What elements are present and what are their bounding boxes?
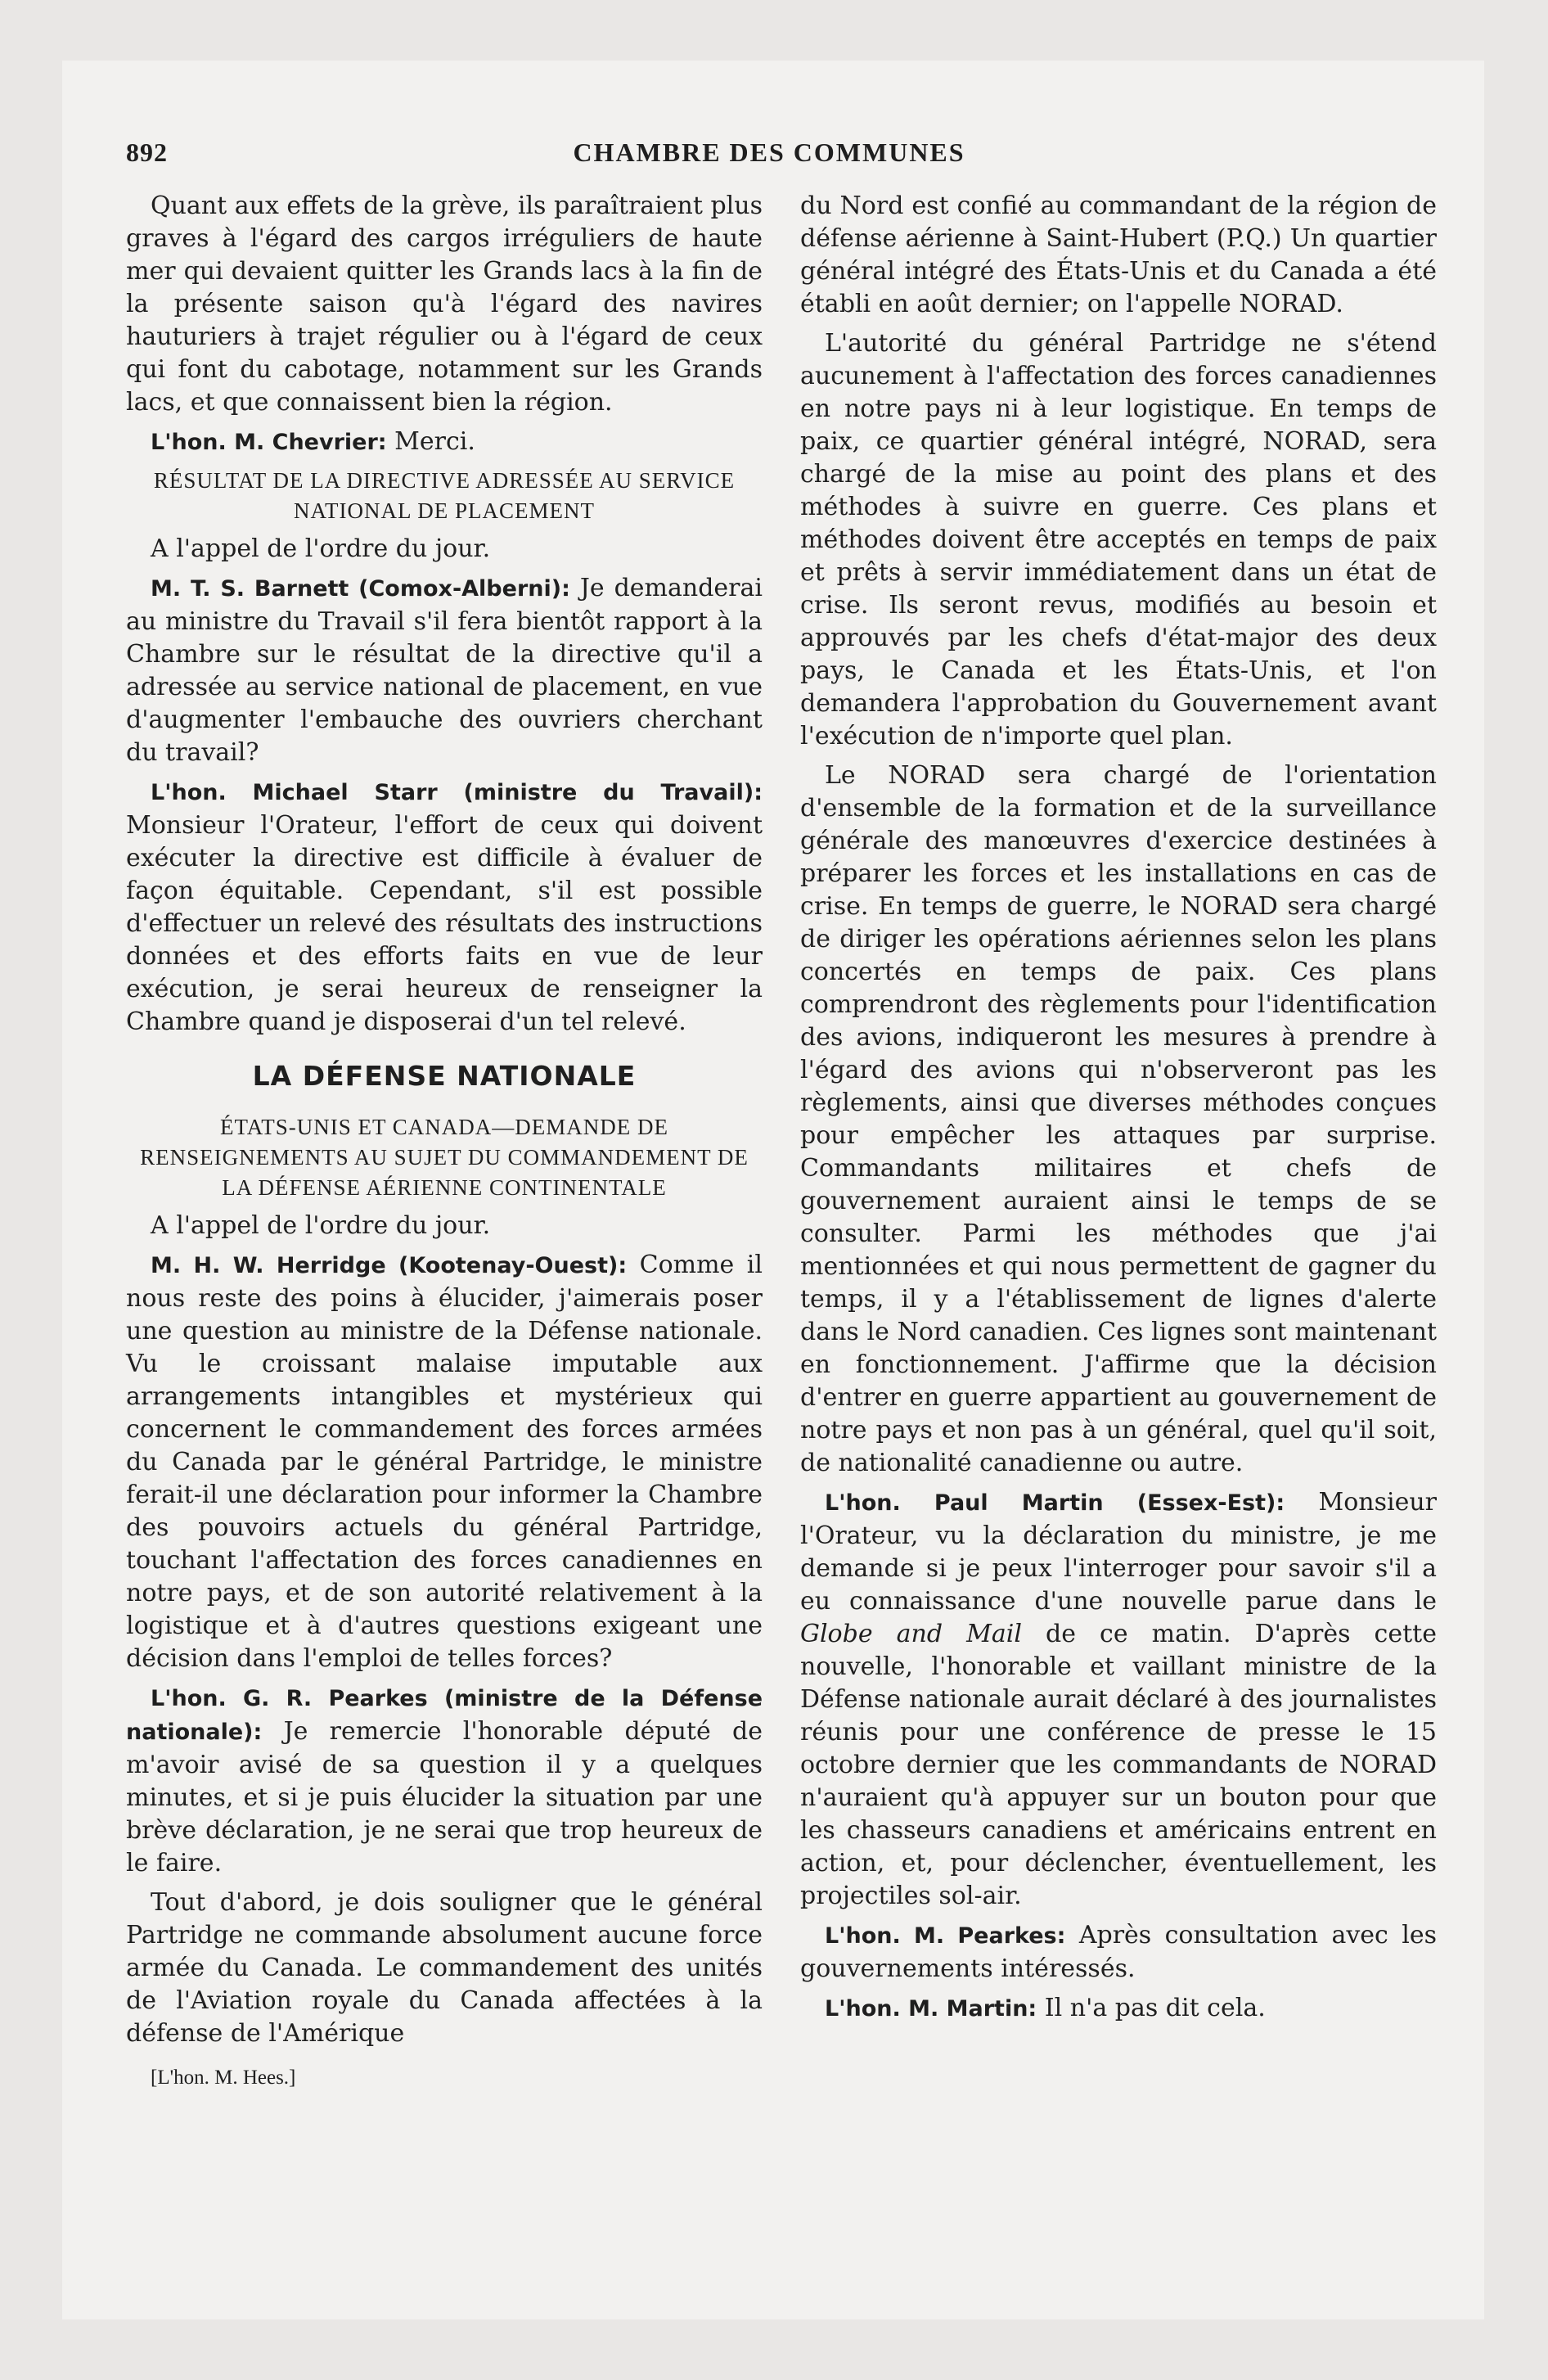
speech-text: Merci. — [394, 427, 475, 456]
speech-text: Monsieur l'Orateur, l'effort de ceux qui doivent exécuter la directive est difficile à évaluer de façon équitable. Cependant, s'il est possible d'effectuer un relevé des résultats des instructions données et des efforts faits en vue de leur exécution, je serai heureux de renseigner la Chambre quand je disposerai d'un tel relevé. — [126, 811, 763, 1036]
section-rubric: RÉSULTAT DE LA DIRECTIVE ADRESSÉE AU SERVICE NATIONAL DE PLACEMENT — [153, 468, 736, 523]
speaker-name: M. H. W. Herridge (Kootenay-Ouest): — [151, 1253, 628, 1278]
paragraph: Quant aux effets de la grève, ils paraîtraient plus graves à l'égard des cargos irréguliers de haute mer qui devaient quitter les Grands lacs à la fin de la présente saison qu'à l'égard des navires hauturiers à trajet régulier ou à l'égard de ceux qui font du cabotage, notamment sur les Grands lacs, et que connaissent bien la région. — [126, 192, 763, 417]
paragraph — [126, 1249, 763, 1675]
speech-text: Il n'a pas dit cela. — [1044, 1994, 1266, 2022]
paragraph: du Nord est confié au commandant de la région de défense aérienne à Saint-Hubert (P.Q.) Un quartier général intégré des États-Unis et du Canada a été établi en août dernier; on l'appelle NORAD. — [800, 192, 1437, 318]
speech-text: de ce matin. D'après cette nouvelle, l'honorable et vaillant ministre de la Défense nationale aurait déclaré à des journalistes réunis pour une conférence de presse le 15 octobre dernier que les commandants de NORAD n'auraient qu'à appuyer sur un bouton pour que les chasseurs canadiens et américains entrent en action, et, pour déclencher, éventuellement, les projectiles sol-air. — [800, 1620, 1437, 1910]
paragraph — [800, 1992, 1437, 2026]
paragraph: A l'appel de l'ordre du jour. — [151, 534, 491, 563]
left-column — [126, 190, 763, 2094]
speaker-name: L'hon. M. Chevrier: — [151, 430, 387, 455]
speaker-name: L'hon. G. R. Pearkes (ministre de la Défense nationale): — [126, 1686, 763, 1745]
speaker-name: L'hon. Paul Martin (Essex-Est): — [825, 1490, 1285, 1516]
speech-text: Je remercie l'honorable député de m'avoir avisé de sa question il y a quelques minutes, et si je puis élucider la situation par une brève déclaration, je ne serai que trop heureux de le faire. — [126, 1717, 763, 1877]
speech-text: Comme il nous reste des poins à élucider, j'aimerais poser une question au ministre de la Défense nationale. Vu le croissant malaise imputable aux arrangements intangibles et mystérieux qui concernent le commandement des forces armées du Canada par le général Partridge, le ministre ferait-il une déclaration pour informer la Chambre des pouvoirs actuels du général Partridge, touchant l'affectation des forces canadiennes en notre pays, et de son autorité relativement à la logistique et à d'autres questions exigeant une décision dans l'emploi de telles forces? — [126, 1251, 763, 1673]
paragraph — [126, 776, 763, 1039]
paragraph: L'autorité du général Partridge ne s'étend aucunement à l'affectation des forces canadiennes en notre pays ni à leur logistique. En temps de paix, ce quartier général intégré, NORAD, sera chargé de la mise au point des plans et des méthodes à suivre en guerre. Ces plans et méthodes doivent être acceptés en temps de paix et prêts à servir immédiatement dans un état de crise. Ils seront revus, modifiés au besoin et approuvés par les chefs d'état-major des deux pays, le Canada et les États-Unis, et l'on demandera l'approbation du Gouvernement avant l'exécution de n'importe quel plan. — [800, 329, 1437, 751]
section-title: LA DÉFENSE NATIONALE — [252, 1060, 637, 1092]
running-head: CHAMBRE DES COMMUNES — [573, 137, 965, 167]
speech-text: Je demanderai au ministre du Travail s'il fera bientôt rapport à la Chambre sur le résultat de la directive qu'il a adressée au service national de placement, en vue d'augmenter l'embauche des ouvriers cherchant du travail? — [126, 574, 763, 767]
speaker-name: L'hon. Michael Starr (ministre du Travail): — [151, 780, 763, 805]
paragraph: A l'appel de l'ordre du jour. — [151, 1211, 491, 1240]
paragraph: Le NORAD sera chargé de l'orientation d'ensemble de la formation et de la surveillance générale des manœuvres d'exercice destinées à préparer les forces et les installations en cas de crise. En temps de guerre, le NORAD sera chargé de diriger les opérations aériennes selon les plans concertés en temps de paix. Ces plans comprendront des règlements pour l'identification des avions, indiqueront les mesures à prendre à l'égard des avions qui n'observeront pas les règlements, ainsi que diverses méthodes conçues pour empêcher les attaques par surprise. Commandants militaires et chefs de gouvernement auraient ainsi le temps de se consulter. Parmi les méthodes que j'ai mentionnées et qui nous permettent de gagner du temps, il y a l'établissement de lignes d'alerte dans le Nord canadien. Ces lignes sont maintenant en fonctionnement. J'affirme que la décision d'entrer en guerre appartient au gouvernement de notre pays et non pas à un général, quel qu'il soit, de nationalité canadienne ou autre. — [800, 761, 1437, 1477]
speech-text: Monsieur l'Orateur, vu la déclaration du ministre, je me demande si je peux l'interroger pour savoir s'il a eu connaissance d'une nouvelle parue dans le — [800, 1488, 1437, 1616]
speaker-name: L'hon. M. Pearkes: — [825, 1923, 1066, 1949]
page-number: 892 — [126, 137, 168, 167]
paragraph — [126, 426, 763, 459]
speaker-name: L'hon. M. Martin: — [825, 1996, 1037, 2022]
paragraph — [800, 1486, 1437, 1913]
section-rubric: ÉTATS-UNIS ET CANADA—DEMANDE DE RENSEIGNEMENTS AU SUJET DU COMMANDEMENT DE LA DÉFENSE AÉRIENNE CONTINENTALE — [140, 1115, 749, 1200]
speech-text: Après consultation avec les gouvernements intéressés. — [800, 1921, 1437, 1983]
paragraph — [126, 572, 763, 769]
page-header — [126, 137, 1412, 178]
speaker-name: M. T. S. Barnett (Comox-Alberni): — [151, 576, 570, 602]
paragraph — [800, 1919, 1437, 1986]
right-column — [800, 190, 1437, 2032]
newspaper-title: Globe and Mail — [800, 1620, 1022, 1648]
footer-note: [L'hon. M. Hees.] — [151, 2067, 296, 2089]
paragraph — [126, 1682, 763, 1880]
paragraph: Tout d'abord, je dois souligner que le général Partridge ne commande absolument aucune force armée du Canada. Le commandement des unités de l'Aviation royale du Canada affectées à la défense de l'Amérique — [126, 1888, 763, 2048]
